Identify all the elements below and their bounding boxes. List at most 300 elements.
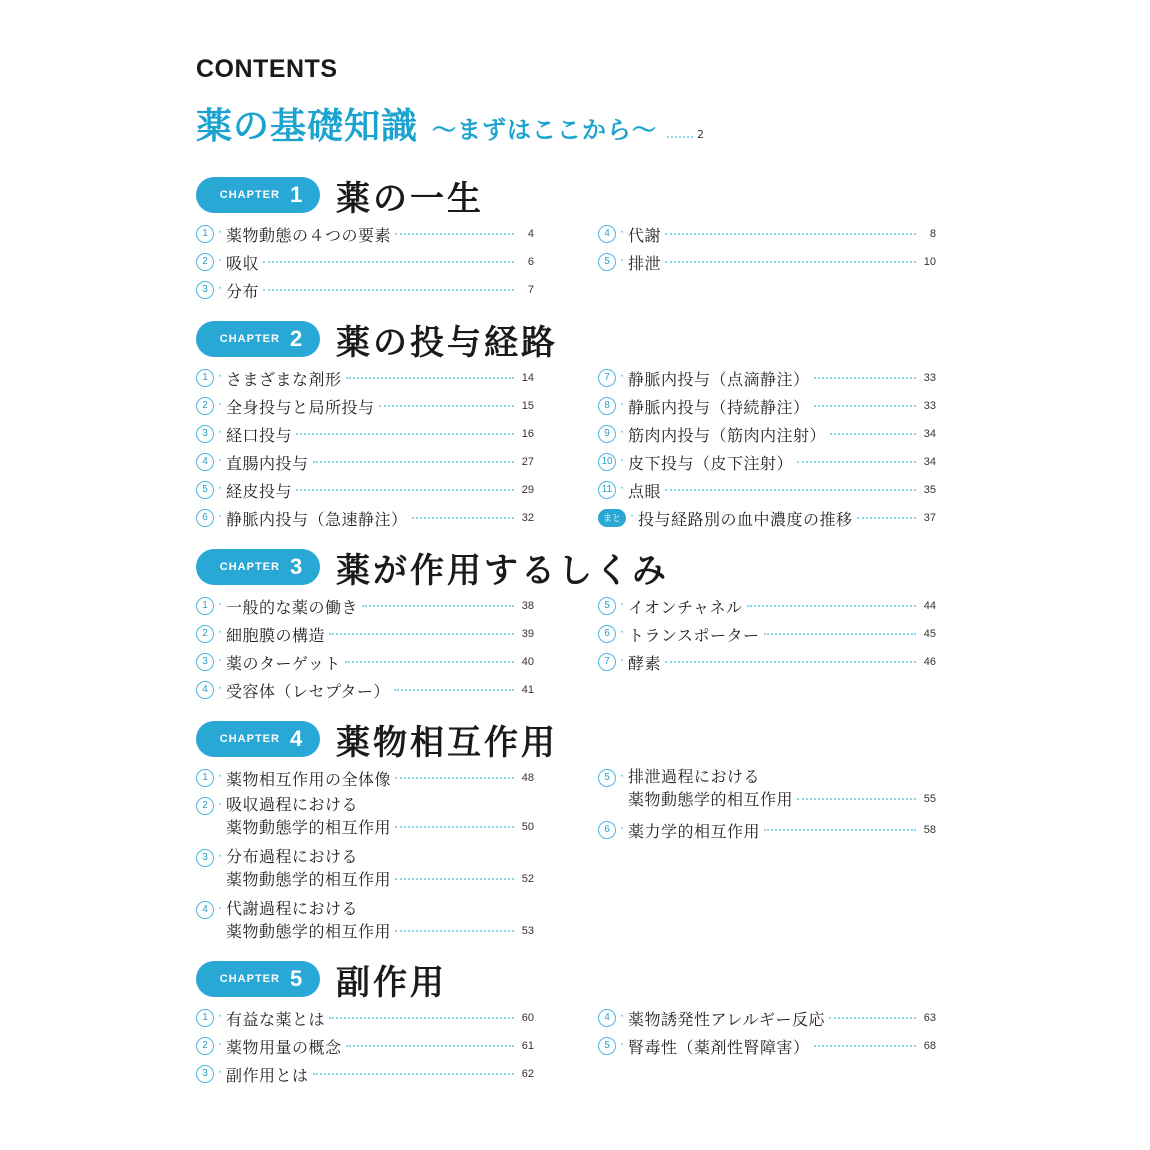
chapter-word: CHAPTER xyxy=(219,733,280,745)
page-number: 50 xyxy=(521,820,534,833)
chapter-columns xyxy=(196,764,936,948)
toc-entry[interactable] xyxy=(598,364,936,392)
chapter-pill xyxy=(196,177,320,213)
entry-body xyxy=(628,420,936,448)
entry-title: 薬物動態学的相互作用 xyxy=(226,870,392,889)
chapter-heading[interactable] xyxy=(196,172,936,218)
toc-entry[interactable] xyxy=(196,276,534,304)
entry-number-badge: まとめ xyxy=(598,509,626,527)
entry-number-badge: 2 xyxy=(196,1037,214,1055)
intro-subtitle: ～まずはここから～ xyxy=(432,116,658,144)
entry-title: 筋肉内投与（筋肉内注射） xyxy=(628,425,827,445)
entry-number-badge: 9 xyxy=(598,425,616,443)
entry-title: 薬物誘発性アレルギー反応 xyxy=(628,1009,825,1029)
entry-number-badge: 6 xyxy=(598,821,616,839)
entry-body xyxy=(226,592,534,620)
leader-dots xyxy=(263,261,514,263)
toc-entry[interactable] xyxy=(196,896,534,948)
page-number: 52 xyxy=(521,872,534,885)
entry-body xyxy=(638,504,936,532)
entry-body xyxy=(226,1060,534,1088)
chapter-columns xyxy=(196,364,936,539)
entry-title: 副作用とは xyxy=(226,1065,309,1085)
entry-title: 吸収 xyxy=(226,253,260,273)
entry-title: 薬のターゲット xyxy=(226,653,341,673)
entry-line xyxy=(628,816,936,844)
leader-dots xyxy=(665,233,916,235)
entry-title: 腎毒性（薬剤性腎障害） xyxy=(628,1037,810,1057)
page-number: 33 xyxy=(923,400,936,412)
entry-number-badge: 1 xyxy=(196,1009,214,1027)
toc-entry[interactable] xyxy=(196,764,534,792)
toc-entry[interactable] xyxy=(196,1060,534,1088)
page-number: 6 xyxy=(527,256,534,268)
entry-body xyxy=(226,676,534,704)
page-number: 55 xyxy=(923,792,936,805)
column-right xyxy=(598,592,936,704)
bullet-dot-icon: · xyxy=(218,597,222,611)
leader-dots xyxy=(313,461,514,463)
bullet-dot-icon: · xyxy=(620,453,624,467)
entry-title: 細胞膜の構造 xyxy=(226,625,326,645)
column-right xyxy=(598,1004,936,1088)
entry-body xyxy=(226,1004,534,1032)
entry-line xyxy=(638,504,936,532)
bullet-dot-icon: · xyxy=(218,797,222,811)
entry-body xyxy=(226,648,534,676)
entry-title: 受容体（レセプター） xyxy=(226,681,390,701)
entry-line xyxy=(226,448,534,476)
bullet-dot-icon: · xyxy=(620,481,624,495)
entry-number-badge: 2 xyxy=(196,397,214,415)
toc-entry[interactable] xyxy=(598,1032,936,1060)
entry-title: 薬物動態学的相互作用 xyxy=(628,790,794,809)
entry-title: 経皮投与 xyxy=(226,481,293,501)
entry-line xyxy=(628,220,936,248)
chapter-1 xyxy=(196,172,936,304)
page-number: 62 xyxy=(521,1068,534,1080)
entry-number-badge: 3 xyxy=(196,1065,214,1083)
entry-line xyxy=(628,476,936,504)
page-number: 33 xyxy=(923,372,936,384)
entry-number-badge: 2 xyxy=(196,625,214,643)
entry-title: 静脈内投与（持続静注） xyxy=(628,397,810,417)
bullet-dot-icon: · xyxy=(218,281,222,295)
entry-line xyxy=(226,764,534,792)
bullet-dot-icon: · xyxy=(630,509,634,523)
entry-line xyxy=(226,620,534,648)
page-number: 4 xyxy=(527,228,534,240)
entry-title: 薬力学的相互作用 xyxy=(628,821,761,841)
bullet-dot-icon: · xyxy=(620,1009,624,1023)
leader-dots xyxy=(395,930,514,932)
toc-entry[interactable] xyxy=(196,1004,534,1032)
bullet-dot-icon: · xyxy=(620,225,624,239)
entry-line xyxy=(226,420,534,448)
entry-line xyxy=(226,676,534,704)
page-number: 32 xyxy=(521,512,534,524)
bullet-dot-icon: · xyxy=(620,653,624,667)
entry-number-badge: 5 xyxy=(598,253,616,271)
entry-title: 静脈内投与（急速静注） xyxy=(226,509,408,529)
entry-body xyxy=(628,620,936,648)
leader-dots xyxy=(313,1073,514,1075)
entry-body xyxy=(628,364,936,392)
leader-dots xyxy=(362,605,514,607)
page-number: 15 xyxy=(521,400,534,412)
bullet-dot-icon: · xyxy=(620,1037,624,1051)
entry-title: 静脈内投与（点滴静注） xyxy=(628,369,810,389)
intro-title: 薬の基礎知識 xyxy=(196,106,419,147)
entry-line xyxy=(226,815,534,838)
entry-body xyxy=(628,392,936,420)
leader-dots xyxy=(395,826,514,828)
entry-number-badge: 4 xyxy=(196,901,214,919)
entry-line xyxy=(226,648,534,676)
entry-number-badge: 1 xyxy=(196,597,214,615)
intro-entry[interactable] xyxy=(196,98,936,154)
page-number: 34 xyxy=(923,428,936,440)
leader-dots xyxy=(329,633,514,635)
column-left xyxy=(196,364,534,532)
entry-line xyxy=(226,896,534,919)
entry-line xyxy=(628,448,936,476)
toc-entry[interactable] xyxy=(196,248,534,276)
entry-title: さまざまな剤形 xyxy=(226,369,342,389)
chapter-pill xyxy=(196,321,320,357)
leader-dots xyxy=(394,689,514,691)
bullet-dot-icon: · xyxy=(620,821,624,835)
chapter-title: 薬物相互作用 xyxy=(336,722,558,763)
entry-line xyxy=(628,787,936,810)
toc-entry[interactable] xyxy=(196,676,534,704)
entry-number-badge: 3 xyxy=(196,281,214,299)
entry-title: 代謝過程における xyxy=(226,899,359,918)
entry-number-badge: 5 xyxy=(196,481,214,499)
entry-title: 投与経路別の血中濃度の推移 xyxy=(638,509,853,529)
entry-number-badge: 2 xyxy=(196,253,214,271)
toc-entry[interactable] xyxy=(196,504,534,532)
toc-entry[interactable] xyxy=(598,448,936,476)
entry-title: トランスポーター xyxy=(628,625,760,645)
toc-entry[interactable] xyxy=(196,1032,534,1060)
page-number: 61 xyxy=(521,1040,534,1052)
bullet-dot-icon: · xyxy=(218,1037,222,1051)
entry-number-badge: 6 xyxy=(598,625,616,643)
entry-line xyxy=(226,476,534,504)
chapter-2 xyxy=(196,316,936,539)
column-left xyxy=(196,764,534,948)
page-number: 7 xyxy=(527,284,534,296)
entry-body xyxy=(226,392,534,420)
bullet-dot-icon: · xyxy=(620,597,624,611)
chapter-word: CHAPTER xyxy=(219,561,280,573)
entry-line xyxy=(226,867,534,890)
entry-line xyxy=(226,392,534,420)
entry-number-badge: 5 xyxy=(598,769,616,787)
entry-body xyxy=(628,764,936,810)
bullet-dot-icon: · xyxy=(218,901,222,915)
toc-entry[interactable] xyxy=(196,420,534,448)
entry-body xyxy=(226,764,534,792)
contents-label: CONTENTS xyxy=(196,55,338,83)
column-left xyxy=(196,220,534,304)
entry-line xyxy=(628,248,936,276)
leader-dots xyxy=(395,233,514,235)
entry-line xyxy=(226,220,534,248)
entry-title: 薬物用量の概念 xyxy=(226,1037,342,1057)
toc-entry[interactable] xyxy=(598,816,936,844)
leader-dots xyxy=(329,1017,514,1019)
bullet-dot-icon: · xyxy=(218,769,222,783)
bullet-dot-icon: · xyxy=(218,369,222,383)
leader-dots xyxy=(263,289,514,291)
entry-line xyxy=(628,1004,936,1032)
toc-entry[interactable] xyxy=(196,448,534,476)
toc-entry[interactable] xyxy=(598,648,936,676)
entry-line xyxy=(226,1032,534,1060)
page-number: 41 xyxy=(521,684,534,696)
page-number: 14 xyxy=(521,372,534,384)
bullet-dot-icon: · xyxy=(620,397,624,411)
entry-body xyxy=(628,816,936,844)
page-number: 46 xyxy=(923,656,936,668)
chapter-number: 2 xyxy=(289,326,303,351)
entry-number-badge: 1 xyxy=(196,369,214,387)
entry-body xyxy=(628,648,936,676)
toc-entry[interactable] xyxy=(598,764,936,816)
chapter-pill xyxy=(196,721,320,757)
entry-title: イオンチャネル xyxy=(628,597,743,617)
entry-title: 有益な薬とは xyxy=(226,1009,326,1029)
chapter-3 xyxy=(196,544,936,704)
chapter-heading[interactable] xyxy=(196,716,936,762)
toc-entry[interactable] xyxy=(196,392,534,420)
toc-entry[interactable] xyxy=(196,364,534,392)
entry-number-badge: 3 xyxy=(196,849,214,867)
chapter-word: CHAPTER xyxy=(219,189,280,201)
entry-body xyxy=(226,364,534,392)
intro-page-number: 2 xyxy=(697,128,705,141)
entry-body xyxy=(226,248,534,276)
entry-title: 全身投与と局所投与 xyxy=(226,397,375,417)
entry-body xyxy=(226,476,534,504)
bullet-dot-icon: · xyxy=(218,481,222,495)
leader-dots xyxy=(797,461,916,463)
entry-title: 直腸内投与 xyxy=(226,453,309,473)
bullet-dot-icon: · xyxy=(218,1065,222,1079)
chapter-number: 5 xyxy=(289,966,303,991)
entry-body xyxy=(226,220,534,248)
entry-number-badge: 5 xyxy=(598,1037,616,1055)
entry-title: 薬物動態学的相互作用 xyxy=(226,922,392,941)
leader-dots xyxy=(665,489,916,491)
entry-title: 酵素 xyxy=(628,653,662,673)
toc-entry[interactable] xyxy=(196,476,534,504)
bullet-dot-icon: · xyxy=(620,425,624,439)
toc-entry[interactable] xyxy=(598,1004,936,1032)
bullet-dot-icon: · xyxy=(218,453,222,467)
leader-dots xyxy=(814,377,916,379)
bullet-dot-icon: · xyxy=(620,369,624,383)
entry-line xyxy=(226,504,534,532)
entry-line xyxy=(628,1032,936,1060)
entry-number-badge: 1 xyxy=(196,769,214,787)
leader-dots xyxy=(345,661,514,663)
entry-body xyxy=(226,420,534,448)
entry-number-badge: 6 xyxy=(196,509,214,527)
entry-line xyxy=(226,592,534,620)
chapter-pill xyxy=(196,549,320,585)
chapter-word: CHAPTER xyxy=(219,333,280,345)
page-number: 37 xyxy=(923,512,936,524)
bullet-dot-icon: · xyxy=(620,253,624,267)
page-number: 34 xyxy=(923,456,936,468)
entry-body xyxy=(628,592,936,620)
toc-entry[interactable] xyxy=(598,420,936,448)
entry-number-badge: 10 xyxy=(598,453,616,471)
toc-entry[interactable] xyxy=(196,220,534,248)
page-number: 40 xyxy=(521,656,534,668)
page-number: 44 xyxy=(923,600,936,612)
entry-number-badge: 3 xyxy=(196,653,214,671)
chapter-word: CHAPTER xyxy=(219,973,280,985)
entry-line xyxy=(628,420,936,448)
chapter-number: 4 xyxy=(289,726,303,751)
entry-number-badge: 1 xyxy=(196,225,214,243)
toc-entry[interactable] xyxy=(598,220,936,248)
bullet-dot-icon: · xyxy=(218,397,222,411)
entry-number-badge: 3 xyxy=(196,425,214,443)
entry-number-badge: 2 xyxy=(196,797,214,815)
chapter-heading[interactable] xyxy=(196,544,936,590)
page-number: 58 xyxy=(923,824,936,836)
chapter-columns xyxy=(196,592,936,704)
bullet-dot-icon: · xyxy=(218,653,222,667)
chapter-heading[interactable] xyxy=(196,316,936,362)
chapter-number: 3 xyxy=(289,554,303,579)
bullet-dot-icon: · xyxy=(218,253,222,267)
entry-number-badge: 4 xyxy=(196,453,214,471)
entry-line xyxy=(226,276,534,304)
chapter-4 xyxy=(196,716,936,948)
entry-line xyxy=(226,1060,534,1088)
leader-dots xyxy=(296,433,514,435)
page-number: 29 xyxy=(521,484,534,496)
leader-dots xyxy=(814,1045,916,1047)
entry-title: 排泄過程における xyxy=(628,767,761,786)
page-number: 53 xyxy=(521,924,534,937)
chapter-columns xyxy=(196,1004,936,1088)
leader-dots xyxy=(829,1017,916,1019)
entry-body xyxy=(226,276,534,304)
entry-body xyxy=(226,448,534,476)
toc-entry[interactable] xyxy=(598,248,936,276)
entry-line xyxy=(628,764,936,787)
leader-dots xyxy=(346,1045,514,1047)
entry-title: 一般的な薬の働き xyxy=(226,597,359,617)
entry-number-badge: 7 xyxy=(598,653,616,671)
entry-line xyxy=(226,364,534,392)
entry-body xyxy=(628,248,936,276)
entry-title: 薬物相互作用の全体像 xyxy=(226,769,392,789)
entry-title: 吸収過程における xyxy=(226,795,359,814)
entry-title: 分布 xyxy=(226,281,260,301)
leader-dots xyxy=(665,261,916,263)
toc-page xyxy=(196,52,936,1085)
bullet-dot-icon: · xyxy=(218,681,222,695)
page-number: 10 xyxy=(923,256,936,268)
entry-body xyxy=(628,1004,936,1032)
entry-line xyxy=(628,620,936,648)
toc-entry[interactable] xyxy=(598,476,936,504)
chapter-title: 薬が作用するしくみ xyxy=(336,550,669,591)
toc-entry[interactable] xyxy=(598,392,936,420)
leader-dots xyxy=(830,433,916,435)
chapter-title: 薬の投与経路 xyxy=(336,322,558,363)
toc-entry[interactable] xyxy=(196,648,534,676)
entry-number-badge: 4 xyxy=(598,225,616,243)
toc-entry[interactable] xyxy=(196,792,534,844)
toc-entry[interactable] xyxy=(196,844,534,896)
entry-line xyxy=(226,919,534,942)
entry-title: 薬物動態学的相互作用 xyxy=(226,818,392,837)
leader-dots xyxy=(379,405,514,407)
page-number: 8 xyxy=(929,228,936,240)
entry-line xyxy=(628,592,936,620)
page-number: 48 xyxy=(521,772,534,784)
page-number: 63 xyxy=(923,1012,936,1024)
entry-title: 代謝 xyxy=(628,225,662,245)
leader-dots xyxy=(412,517,514,519)
entry-body xyxy=(226,620,534,648)
entry-number-badge: 4 xyxy=(196,681,214,699)
page-number: 39 xyxy=(521,628,534,640)
entry-body xyxy=(628,476,936,504)
toc-entry[interactable] xyxy=(598,592,936,620)
toc-entry[interactable] xyxy=(196,620,534,648)
entry-title: 皮下投与（皮下注射） xyxy=(628,453,794,473)
chapter-title: 副作用 xyxy=(336,962,447,1003)
toc-entry[interactable] xyxy=(598,620,936,648)
page-number: 27 xyxy=(521,456,534,468)
entry-title: 経口投与 xyxy=(226,425,293,445)
entry-body xyxy=(226,792,534,838)
chapter-pill xyxy=(196,961,320,997)
leader-dots xyxy=(814,405,916,407)
chapter-heading[interactable] xyxy=(196,956,936,1002)
toc-entry[interactable] xyxy=(598,504,936,539)
leader-dots xyxy=(747,605,916,607)
page-number: 35 xyxy=(923,484,936,496)
entry-body xyxy=(628,220,936,248)
leader-dots xyxy=(395,777,514,779)
entry-body xyxy=(226,896,534,942)
leader-dots xyxy=(857,517,916,519)
toc-entry[interactable] xyxy=(196,592,534,620)
chapter-columns xyxy=(196,220,936,304)
entry-line xyxy=(628,364,936,392)
page-number: 60 xyxy=(521,1012,534,1024)
bullet-dot-icon: · xyxy=(218,225,222,239)
entry-number-badge: 8 xyxy=(598,397,616,415)
column-right xyxy=(598,220,936,304)
entry-line xyxy=(226,792,534,815)
column-right xyxy=(598,364,936,539)
entry-title: 排泄 xyxy=(628,253,662,273)
bullet-dot-icon: · xyxy=(218,625,222,639)
leader-dots xyxy=(764,633,916,635)
